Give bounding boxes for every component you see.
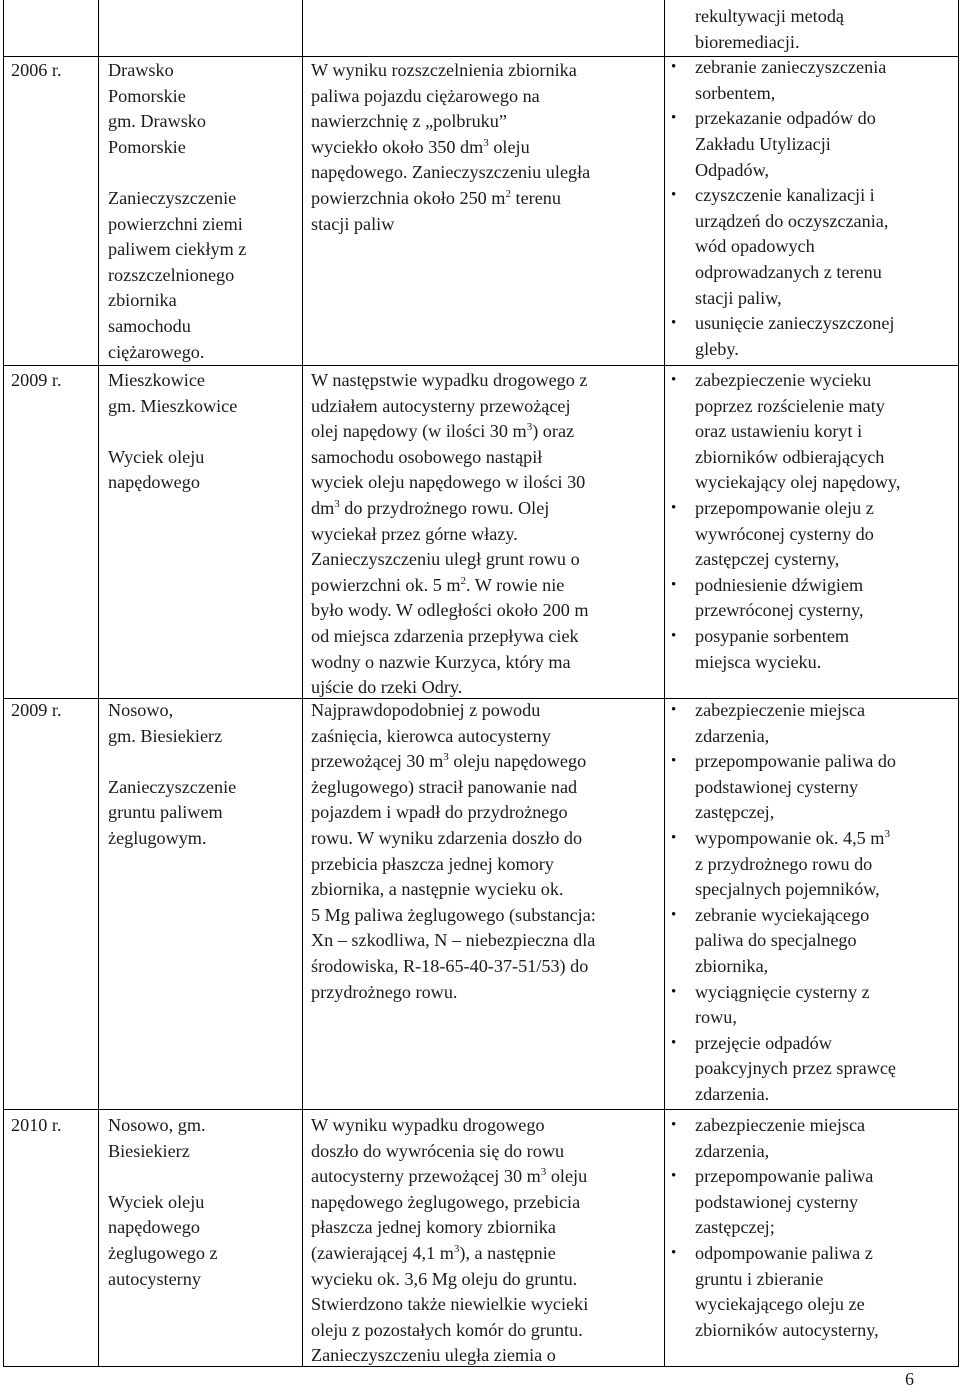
place-line: gm. Mieszkowice <box>108 395 238 416</box>
type-line: Wyciek oleju <box>108 1191 205 1212</box>
action-item: • wypompowanie ok. 4,5 $m^3$ z przydrożnego rowu do specjalnych pojemników, <box>695 826 957 903</box>
action-list <box>695 368 957 675</box>
column-divider <box>958 0 959 1367</box>
page-number: 6 <box>905 1369 914 1389</box>
type-line: zbiornika <box>108 290 177 311</box>
type-line: ciężarowego. <box>108 341 205 362</box>
description-line: autocysterny przewożącej 30 $m^3$ oleju <box>311 1166 588 1187</box>
description-line: Zanieczyszczeniu uległ grunt rowu o <box>311 549 580 570</box>
description-line: stacji paliw <box>311 213 395 234</box>
action-item: • zabezpieczenie miejsca zdarzenia, <box>695 1113 957 1164</box>
row-2-year: 2009 r. <box>11 370 62 390</box>
row-3-location <box>108 698 298 852</box>
description-line: wyciekał przez górne włazy. <box>311 523 518 544</box>
type-line: żeglugowego z <box>108 1242 218 1263</box>
description-line: olej napędowy (w ilości 30 $m^3$) oraz <box>311 421 575 442</box>
place-line: gm. Biesiekierz <box>108 725 223 746</box>
description-line: wyciek oleju napędowego w ilości 30 <box>311 472 586 493</box>
type-line: autocysterny <box>108 1268 201 1289</box>
description-line: 5 Mg paliwa żeglugowego (substancja: <box>311 904 596 925</box>
description-line: paliwa pojazdu ciężarowego na <box>311 85 540 106</box>
type-line: powierzchni ziemi <box>108 213 243 234</box>
place-line: Nosowo, <box>108 700 174 720</box>
row-3-description <box>311 698 661 1005</box>
place-line: gm. Drawsko <box>108 111 206 132</box>
description-line: było wody. W odległości około 200 m <box>311 600 589 621</box>
type-line: samochodu <box>108 315 191 336</box>
type-line: napędowego <box>108 1217 200 1238</box>
description-line: pojazdem i wpadł do przydrożnego <box>311 802 568 823</box>
row-4-year: 2010 r. <box>11 1115 62 1135</box>
action-item: • zebranie zanieczyszczenia sorbentem, <box>695 55 957 106</box>
action-item: • przekazanie odpadów do Zakładu Utylizacji Odpadów, <box>695 106 957 183</box>
action-item: • przepompowanie paliwa podstawionej cysterny zastępczej; <box>695 1164 957 1241</box>
row-3-actions <box>695 698 957 1108</box>
column-divider <box>98 0 99 1367</box>
action-item: • czyszczenie kanalizacji i urządzeń do oczyszczania, wód opadowych odprowadzanych z terenu stacji paliw, <box>695 183 957 311</box>
row-4-actions <box>695 1113 957 1343</box>
description-line: powierzchni ok. 5 $m^2$. W rowie nie <box>311 574 565 595</box>
place-line: Biesiekierz <box>108 1140 190 1161</box>
description-line: (zawierającej 4,1 $m^3$), a następnie <box>311 1242 556 1263</box>
row-2-actions <box>695 368 957 675</box>
action-item: • zabezpieczenie wycieku poprzez rozścielenie maty oraz ustawieniu koryt i zbiorników odbierających wyciekający olej napędowy, <box>695 368 957 496</box>
description-line: zbiornika, a następnie wycieku ok. <box>311 879 564 900</box>
place-line: Pomorskie <box>108 136 186 157</box>
column-divider <box>3 0 4 1367</box>
type-line: Zanieczyszczenie <box>108 187 237 208</box>
description-line: rowu. W wyniku zdarzenia doszło do <box>311 827 583 848</box>
type-line: Wyciek oleju <box>108 446 205 467</box>
description-line: zaśnięcia, kierowca autocysterny <box>311 725 551 746</box>
type-line: Zanieczyszczenie <box>108 776 237 797</box>
action-item: • posypanie sorbentem miejsca wycieku. <box>695 624 957 675</box>
row-1-location <box>108 58 298 365</box>
description-line: Stwierdzono także niewielkie wycieki <box>311 1294 589 1315</box>
action-continuation: bioremediacji. <box>695 31 800 52</box>
row-divider <box>3 365 959 366</box>
action-item: • przepompowanie oleju z wywróconej cysterny do zastępczej cysterny, <box>695 496 957 573</box>
row-4-description <box>311 1113 661 1369</box>
description-line: środowiska, R-18-65-40-37-51/53) do <box>311 955 589 976</box>
description-line: żeglugowego) stracił panowanie nad <box>311 776 578 797</box>
action-item: • przejęcie odpadów poakcyjnych przez sprawcę zdarzenia. <box>695 1031 957 1108</box>
column-divider <box>664 0 665 1367</box>
description-line: oleju z pozostałych komór do gruntu. <box>311 1319 583 1340</box>
description-line: napędowego żeglugowego, przebicia <box>311 1191 581 1212</box>
column-divider <box>302 0 303 1367</box>
description-line: nawierzchnię z „polbruku” <box>311 111 507 132</box>
description-line: Zanieczyszczeniu uległa ziemia o <box>311 1345 556 1366</box>
type-line: gruntu paliwem <box>108 802 223 823</box>
row-3-year: 2009 r. <box>11 700 62 720</box>
description-line: przebicia płaszcza jednej komory <box>311 853 554 874</box>
row-1-year: 2006 r. <box>11 60 62 80</box>
description-line: przewożącej 30 $m^3$ oleju napędowego <box>311 751 587 772</box>
action-item: • usunięcie zanieczyszczonej gleby. <box>695 311 957 362</box>
action-item: • przepompowanie paliwa do podstawionej cysterny zastępczej, <box>695 749 957 826</box>
description-line: napędowego. Zanieczyszczeniu uległa <box>311 162 591 183</box>
description-line: od miejsca zdarzenia przepływa ciek <box>311 625 579 646</box>
description-line: W następstwie wypadku drogowego z <box>311 370 588 390</box>
description-line: powierzchnia około 250 $m^2$ terenu <box>311 187 561 208</box>
place-line: Drawsko <box>108 60 174 80</box>
place-line: Nosowo, gm. <box>108 1115 206 1135</box>
row-divider <box>3 1109 959 1110</box>
type-line: napędowego <box>108 472 200 493</box>
description-line: Xn – szkodliwa, N – niebezpieczna dla <box>311 930 596 951</box>
action-continuation: rekultywacji metodą <box>695 6 844 26</box>
description-line: $dm^3$ do przydrożnego rowu. Olej <box>311 497 550 518</box>
action-item: • wyciągnięcie cysterny z rowu, <box>695 980 957 1031</box>
description-line: Najprawdopodobniej z powodu <box>311 700 541 720</box>
action-item: • zabezpieczenie miejsca zdarzenia, <box>695 698 957 749</box>
place-line: Pomorskie <box>108 85 186 106</box>
description-line: wycieku ok. 3,6 Mg oleju do gruntu. <box>311 1268 578 1289</box>
action-list <box>695 55 957 362</box>
description-line: samochodu osobowego nastąpił <box>311 446 543 467</box>
type-line: rozszczelnionego <box>108 264 235 285</box>
type-line: paliwem ciekłym z <box>108 239 247 260</box>
action-item: • odpompowanie paliwa z gruntu i zbieranie wyciekającego oleju ze zbiorników autocysterny, <box>695 1241 957 1343</box>
description-line: doszło do wywrócenia się do rowu <box>311 1140 565 1161</box>
row-2-location <box>108 368 298 496</box>
place-line: Mieszkowice <box>108 370 205 390</box>
action-list <box>695 1113 957 1343</box>
type-line: żeglugowym. <box>108 827 207 848</box>
action-item: • zebranie wyciekającego paliwa do specjalnego zbiornika, <box>695 903 957 980</box>
description-line: płaszcza jednej komory zbiornika <box>311 1217 556 1238</box>
description-line: wodny o nazwie Kurzyca, który ma <box>311 651 571 672</box>
row-1-actions <box>695 4 957 362</box>
description-line: przydrożnego rowu. <box>311 981 458 1002</box>
row-2-description <box>311 368 661 701</box>
description-line: ujście do rzeki Odry. <box>311 677 463 698</box>
row-4-location <box>108 1113 298 1292</box>
action-list <box>695 698 957 1108</box>
description-line: W wyniku rozszczelnienia zbiornika <box>311 60 577 80</box>
description-line: W wyniku wypadku drogowego <box>311 1115 545 1135</box>
row-1-description <box>311 58 661 237</box>
description-line: wyciekło około 350 $dm^3$ oleju <box>311 136 530 157</box>
description-line: udziałem autocysterny przewożącej <box>311 395 571 416</box>
action-item: • podniesienie dźwigiem przewróconej cysterny, <box>695 573 957 624</box>
